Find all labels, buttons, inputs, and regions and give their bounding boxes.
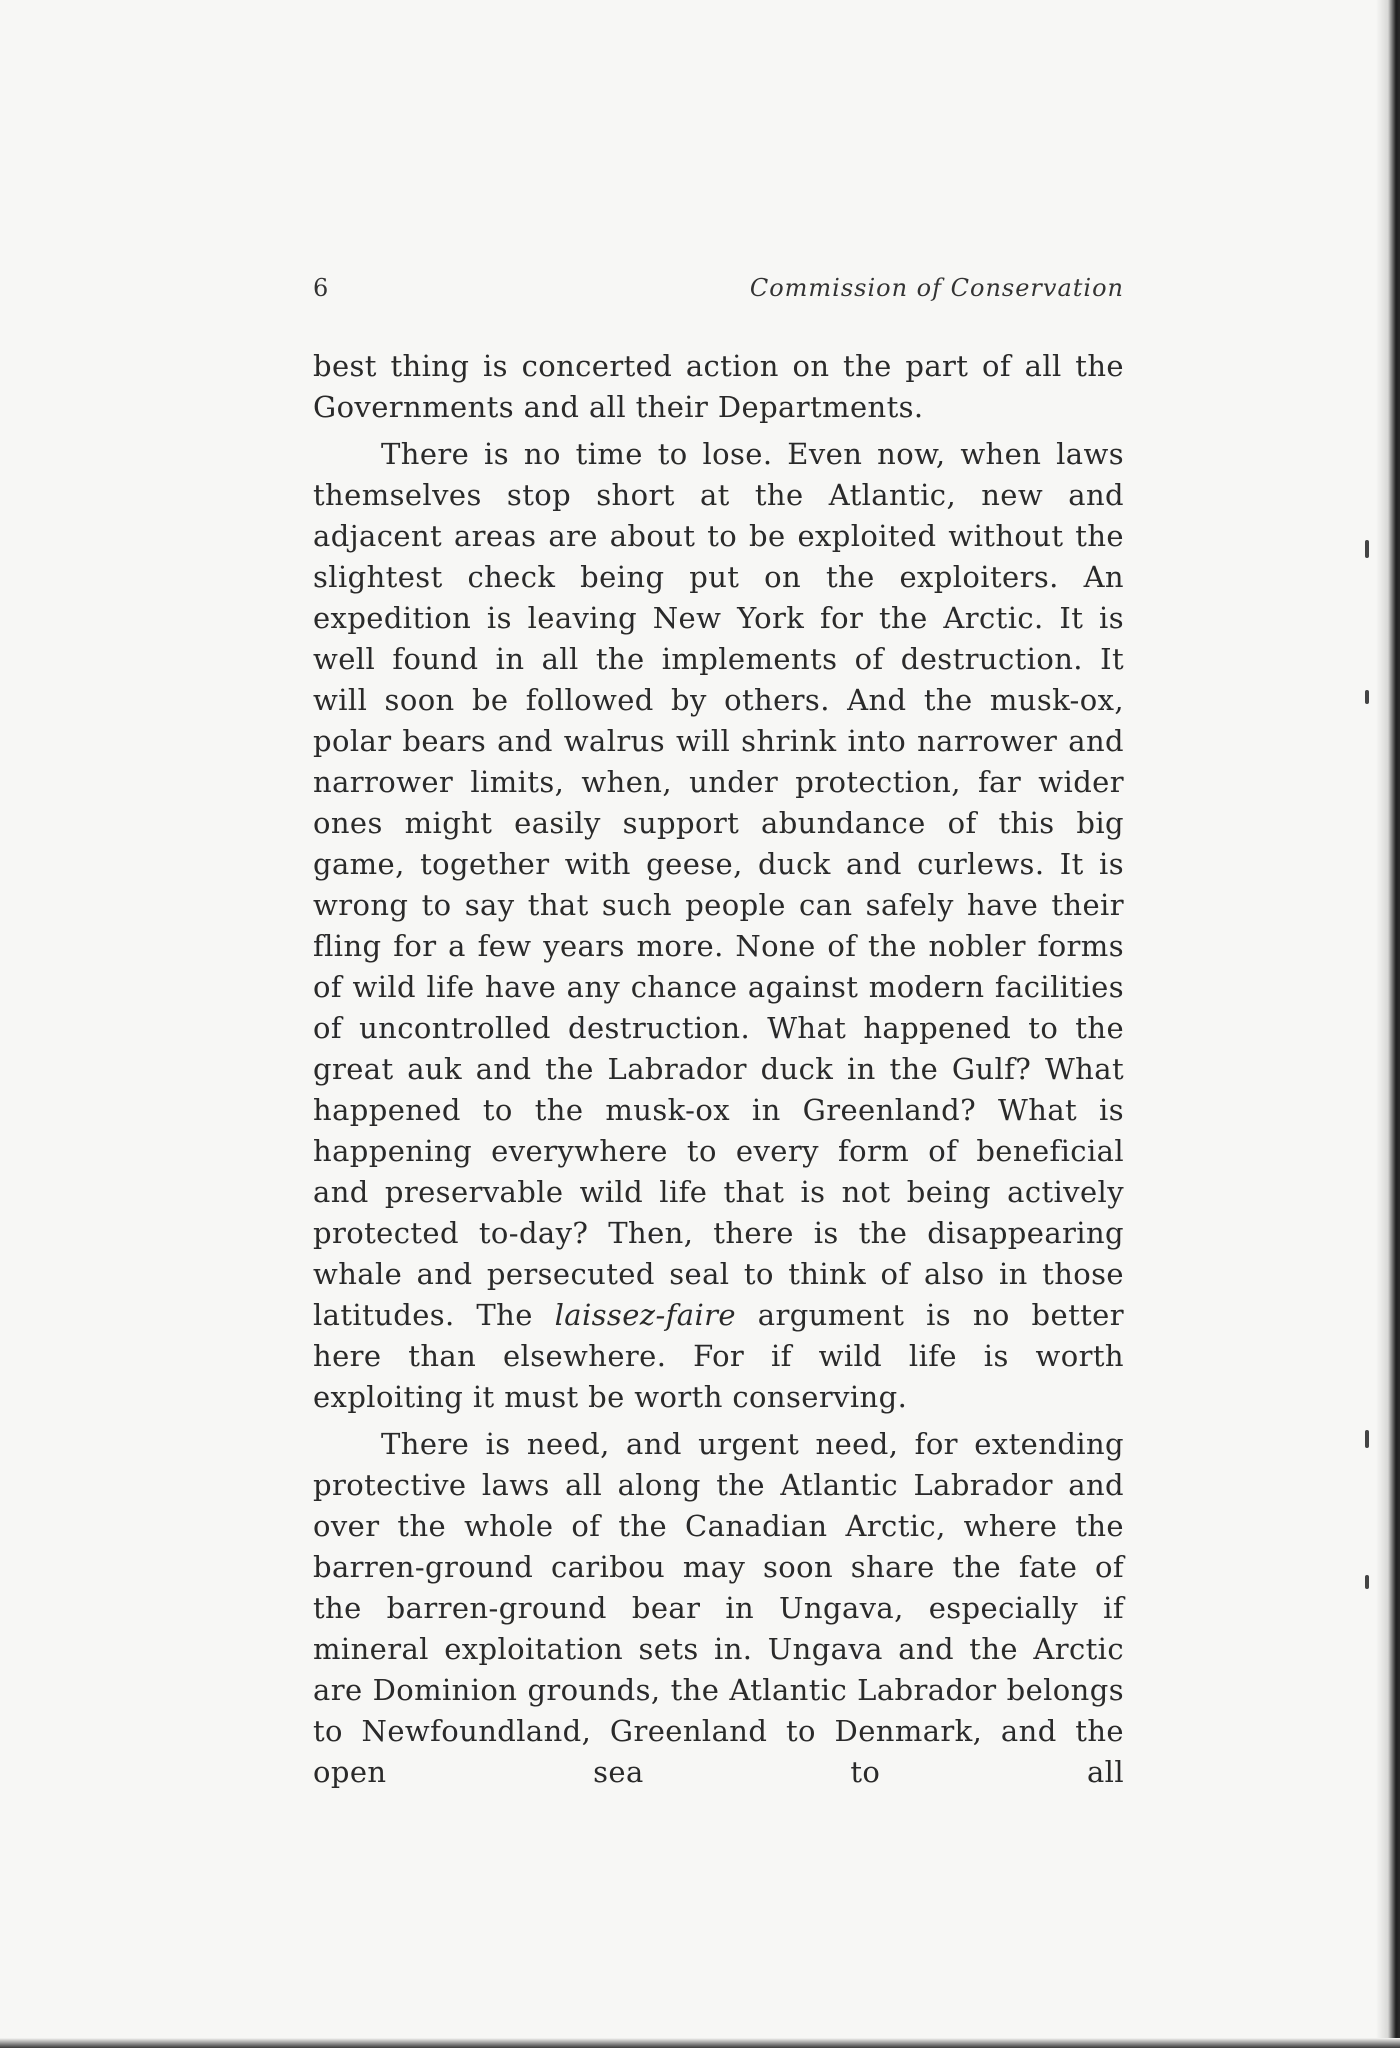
italic-term: laissez-faire	[554, 1298, 736, 1332]
paragraph-2-tail: argument is no better here than elsewhere. For if wild life is worth exploiting it must be worth conserving.	[313, 1298, 1125, 1414]
paragraph-2	[313, 434, 1124, 1418]
margin-mark	[1365, 1430, 1369, 1448]
scan-edge-bottom	[0, 2038, 1400, 2048]
body-text	[313, 346, 1124, 1793]
margin-mark	[1365, 540, 1369, 558]
book-page	[313, 274, 1124, 1793]
scan-edge-right	[1376, 0, 1400, 2048]
paragraph-2-lead: There is no time to lose. Even now, when laws themselves stop short at the Atlantic, new and adjacent areas are about to be exploited without the slightest check being put on the exploiters. An expedition is leaving New York for the Arctic. It is well found in all the implements of destruction. It will soon be followed by others. And the musk-ox, polar bears and walrus will shrink into narrower and narrower limits, when, under protection, far wider ones might easily support abundance of this big game, together with geese, duck and curlews. It is wrong to say that such people can safely have their fling for a few years more. None of the nobler forms of wild life have any chance against modern facilities of uncontrolled destruction. What happened to the great auk and the Labrador duck in the Gulf? What happened to the musk-ox in Greenland? What is happening everywhere to every form of beneficial and preservable wild life that is not being actively protected to-day? Then, there is the disappearing whale and persecuted seal to think of also in those latitudes. The	[313, 437, 1124, 1332]
paragraph-1: best thing is concerted action on the part of all the Governments and all their Departments.	[313, 349, 1124, 424]
running-title: Commission of Conservation	[749, 274, 1124, 302]
margin-mark	[1365, 690, 1369, 704]
margin-mark	[1365, 1575, 1369, 1589]
running-header	[313, 274, 1124, 302]
paragraph-3: There is need, and urgent need, for extending protective laws all along the Atlantic Labrador and over the whole of the Canadian Arctic, where the barren-ground caribou may soon share the fate of the barren-ground bear in Ungava, especially if mineral exploitation sets in. Ungava and the Arctic are Dominion grounds, the Atlantic Labrador belongs to Newfoundland, Greenland to Denmark, and the open sea to all	[313, 1427, 1124, 1789]
page-number: 6	[313, 274, 329, 302]
